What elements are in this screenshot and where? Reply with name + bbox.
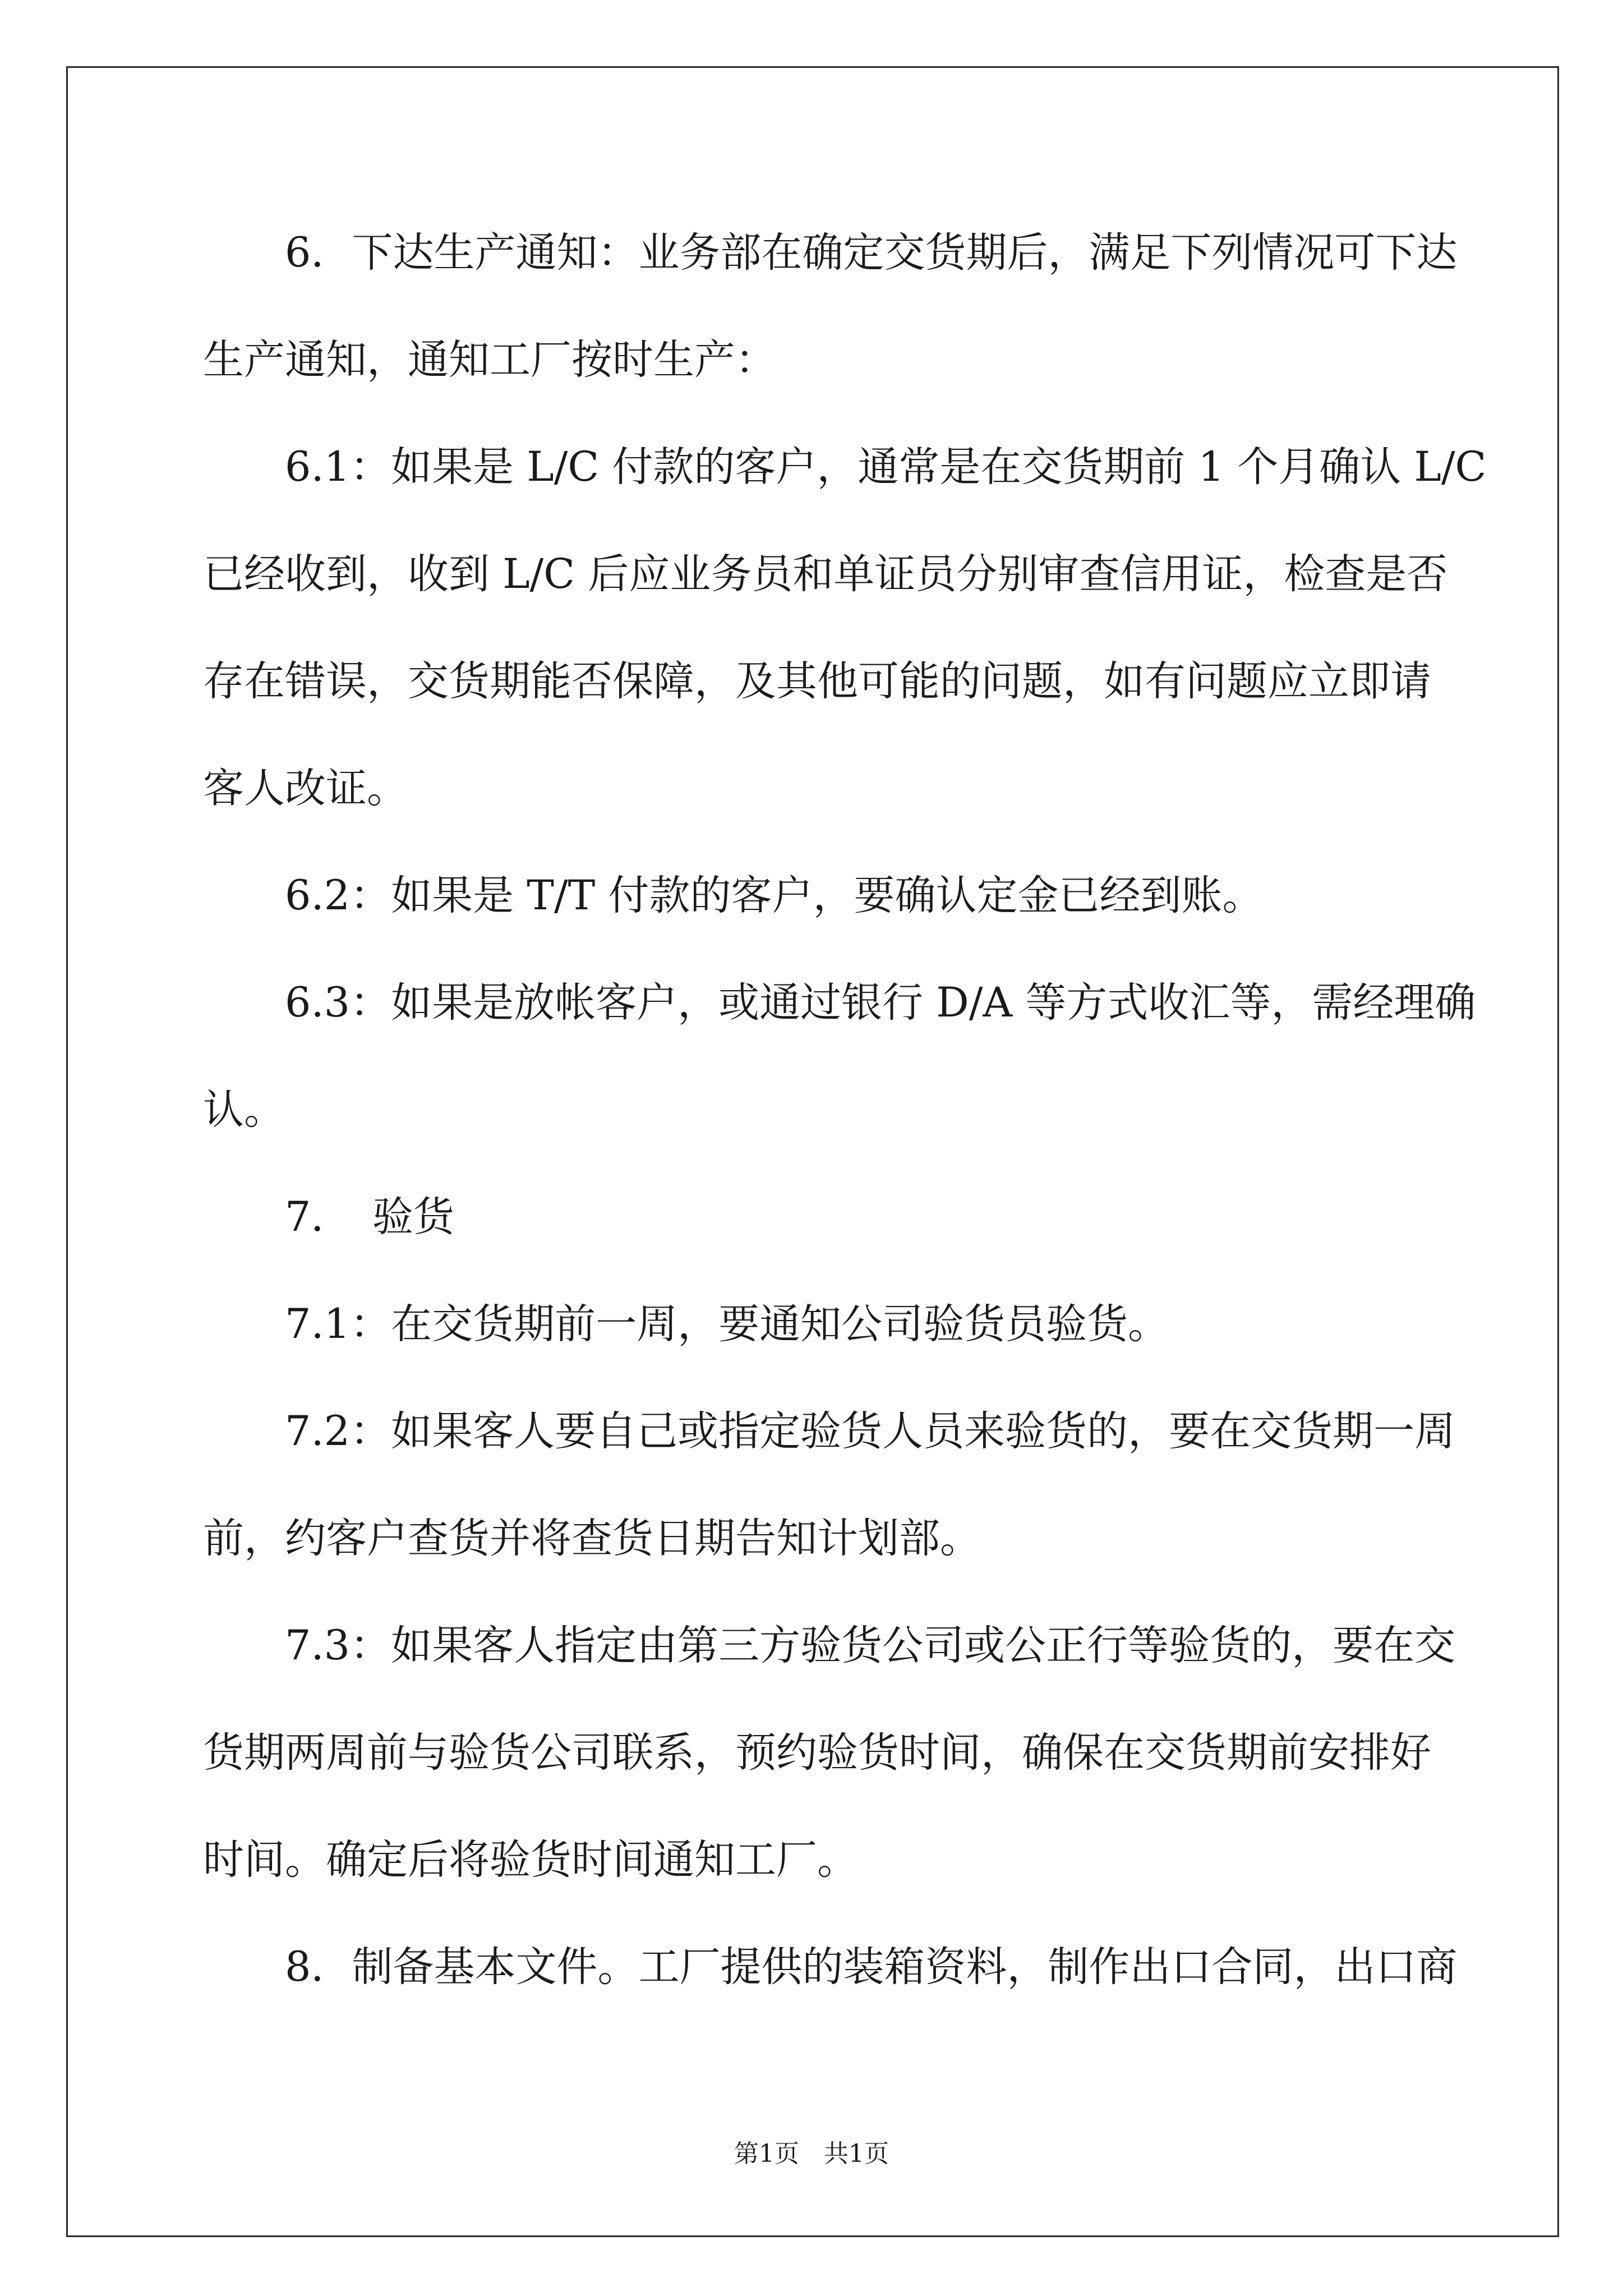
text-line: 7.3：如果客人指定由第三方验货公司或公正行等验货的，要在交 bbox=[285, 1622, 1456, 1669]
text-line: 7． 验货 bbox=[285, 1193, 454, 1241]
paragraph-6 bbox=[203, 199, 1493, 413]
paragraph-8 bbox=[203, 1913, 1493, 2021]
paragraph-6-1 bbox=[203, 413, 1493, 842]
paragraph-7-2 bbox=[203, 1378, 1493, 1592]
text-line: 6.3：如果是放帐客户，或通过银行 D/A 等方式收汇等，需经理确 bbox=[285, 979, 1476, 1027]
paragraph-7-1 bbox=[203, 1271, 1493, 1378]
text-line: 6.2：如果是 T/T 付款的客户，要确认定金已经到账。 bbox=[285, 872, 1264, 919]
text-line: 存在错误，交货期能否保障，及其他可能的问题，如有问题应立即请 bbox=[203, 657, 1431, 705]
text-line: 7.2：如果客人要自己或指定验货人员来验货的，要在交货期一周 bbox=[285, 1407, 1456, 1455]
paragraph-6-2 bbox=[203, 842, 1493, 949]
section-heading-7 bbox=[203, 1163, 1493, 1271]
text-line: 7.1：在交货期前一周，要通知公司验货员验货。 bbox=[285, 1300, 1169, 1348]
text-line: 8．制备基本文件。工厂提供的装箱资料，制作出口合同，出口商 bbox=[285, 1943, 1458, 1991]
text-line: 货期两周前与验货公司联系，预约验货时间，确保在交货期前安排好 bbox=[203, 1729, 1431, 1777]
text-line: 6.1：如果是 L/C 付款的客户，通常是在交货期前 1 个月确认 L/C bbox=[285, 443, 1487, 491]
paragraph-7-3 bbox=[203, 1592, 1493, 1913]
text-line: 时间。确定后将验货时间通知工厂。 bbox=[203, 1836, 858, 1884]
text-line: 客人改证。 bbox=[203, 765, 408, 812]
text-line: 认。 bbox=[203, 1086, 285, 1134]
paragraph-6-3 bbox=[203, 949, 1493, 1163]
document-body bbox=[203, 199, 1493, 2021]
text-line: 生产通知，通知工厂按时生产： bbox=[203, 336, 776, 384]
page-footer: 第1页 共1页 bbox=[734, 2139, 889, 2168]
text-line: 前，约客户查货并将查货日期告知计划部。 bbox=[203, 1515, 981, 1562]
text-line: 已经收到，收到 L/C 后应业务员和单证员分别审查信用证，检查是否 bbox=[203, 550, 1448, 598]
text-line: 6．下达生产通知：业务部在确定交货期后，满足下列情况可下达 bbox=[285, 229, 1458, 277]
